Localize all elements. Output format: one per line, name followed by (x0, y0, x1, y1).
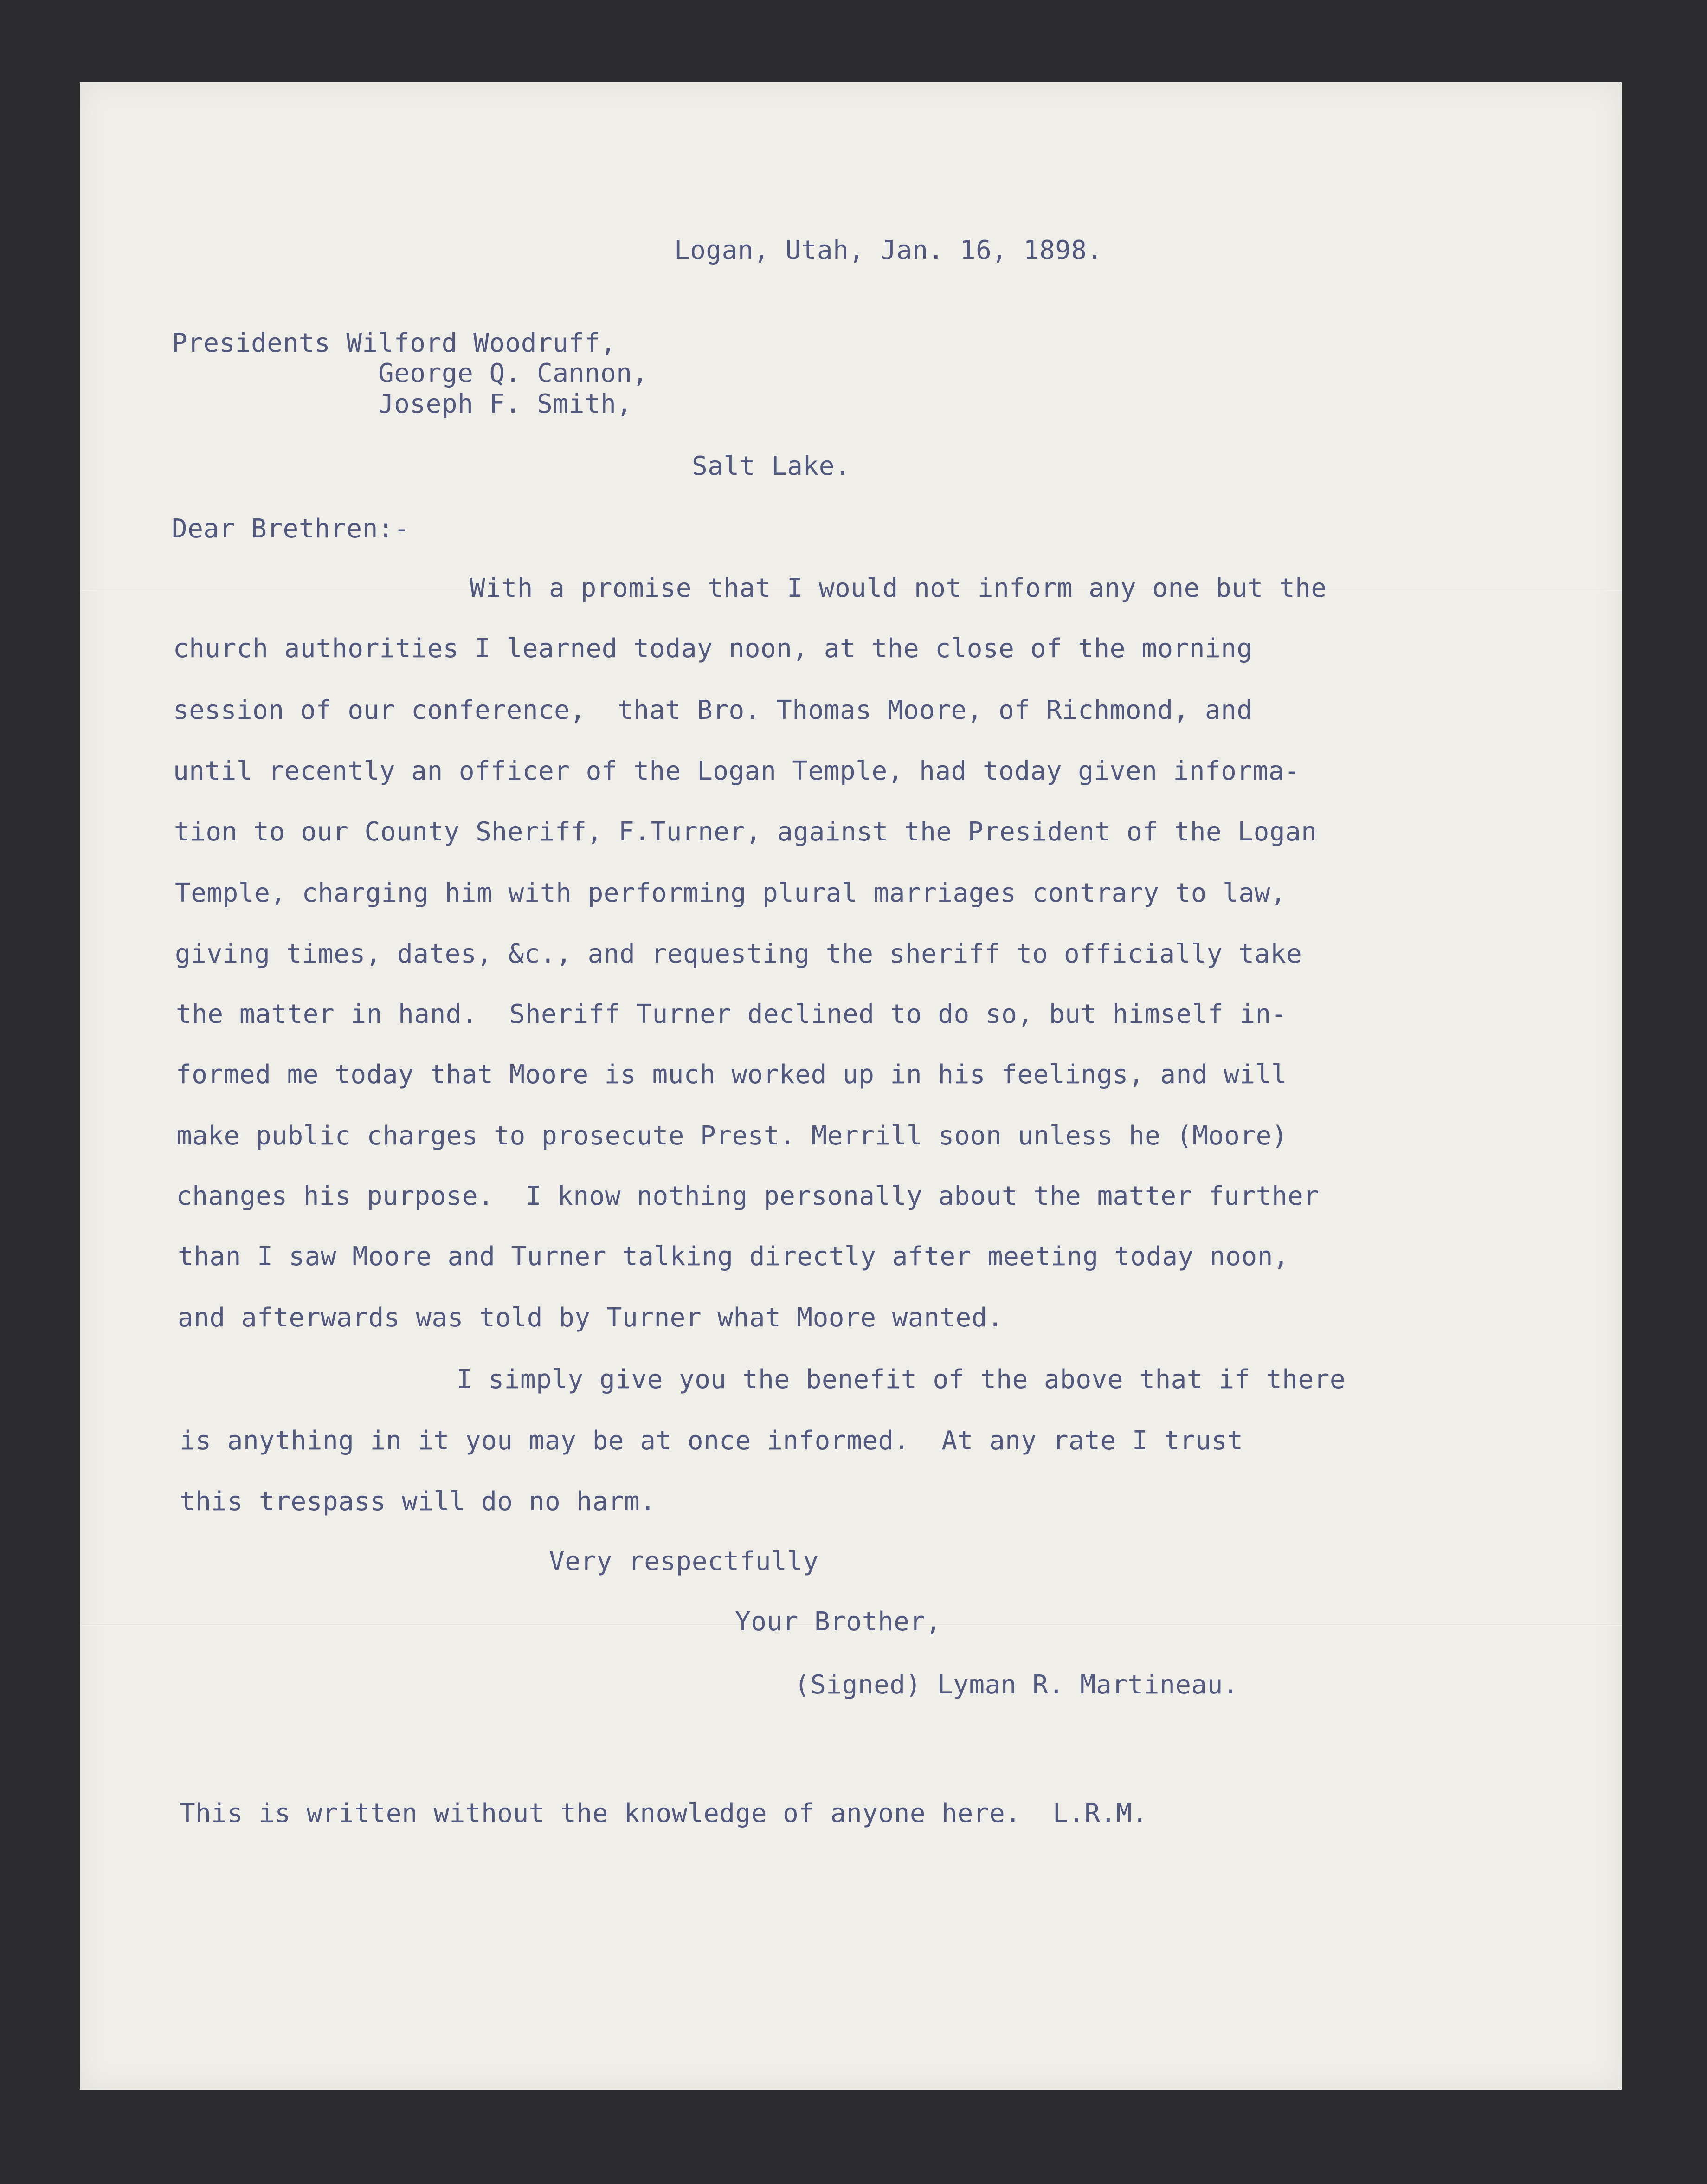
body-line: church authorities I learned today noon, at the close of the morning (173, 633, 1253, 664)
body-line: is anything in it you may be at once informed. At any rate I trust (180, 1426, 1243, 1456)
addressee-line: Joseph F. Smith, (378, 389, 632, 419)
addressee-line: Presidents Wilford Woodruff, (172, 328, 617, 358)
body-line: tion to our County Sheriff, F.Turner, against the President of the Logan (174, 817, 1317, 847)
body-line: and afterwards was told by Turner what Moore wanted. (178, 1303, 1004, 1333)
signature: (Signed) Lyman R. Martineau. (794, 1670, 1239, 1700)
body-line: this trespass will do no harm. (180, 1486, 656, 1517)
body-line: formed me today that Moore is much worked up in his feelings, and will (176, 1060, 1288, 1090)
postscript: This is written without the knowledge of anyone here. L.R.M. (180, 1798, 1148, 1829)
closing: Very respectfully (549, 1546, 819, 1577)
dateline: Logan, Utah, Jan. 16, 1898. (674, 235, 1103, 265)
body-line: changes his purpose. I know nothing personally about the matter further (176, 1181, 1320, 1211)
body-line: than I saw Moore and Turner talking directly after meeting today noon, (178, 1241, 1289, 1272)
body-line: giving times, dates, &c., and requesting the sheriff to officially take (175, 939, 1302, 969)
salutation: Dear Brethren:- (172, 514, 410, 544)
body-line: until recently an officer of the Logan Temple, had today given informa- (173, 756, 1301, 786)
body-line: session of our conference, that Bro. Thomas Moore, of Richmond, and (173, 695, 1253, 725)
body-line: the matter in hand. Sheriff Turner declined to do so, but himself in- (176, 999, 1288, 1029)
body-line: make public charges to prosecute Prest. Merrill soon unless he (Moore) (176, 1121, 1288, 1151)
addressee-location: Salt Lake. (692, 451, 851, 481)
body-line: Temple, charging him with performing plural marriages contrary to law, (175, 878, 1287, 908)
closing-brother: Your Brother, (735, 1607, 941, 1637)
body-line: With a promise that I would not inform any one but the (470, 573, 1327, 603)
addressee-line: George Q. Cannon, (378, 358, 648, 388)
body-line: I simply give you the benefit of the above that if there (457, 1364, 1346, 1395)
